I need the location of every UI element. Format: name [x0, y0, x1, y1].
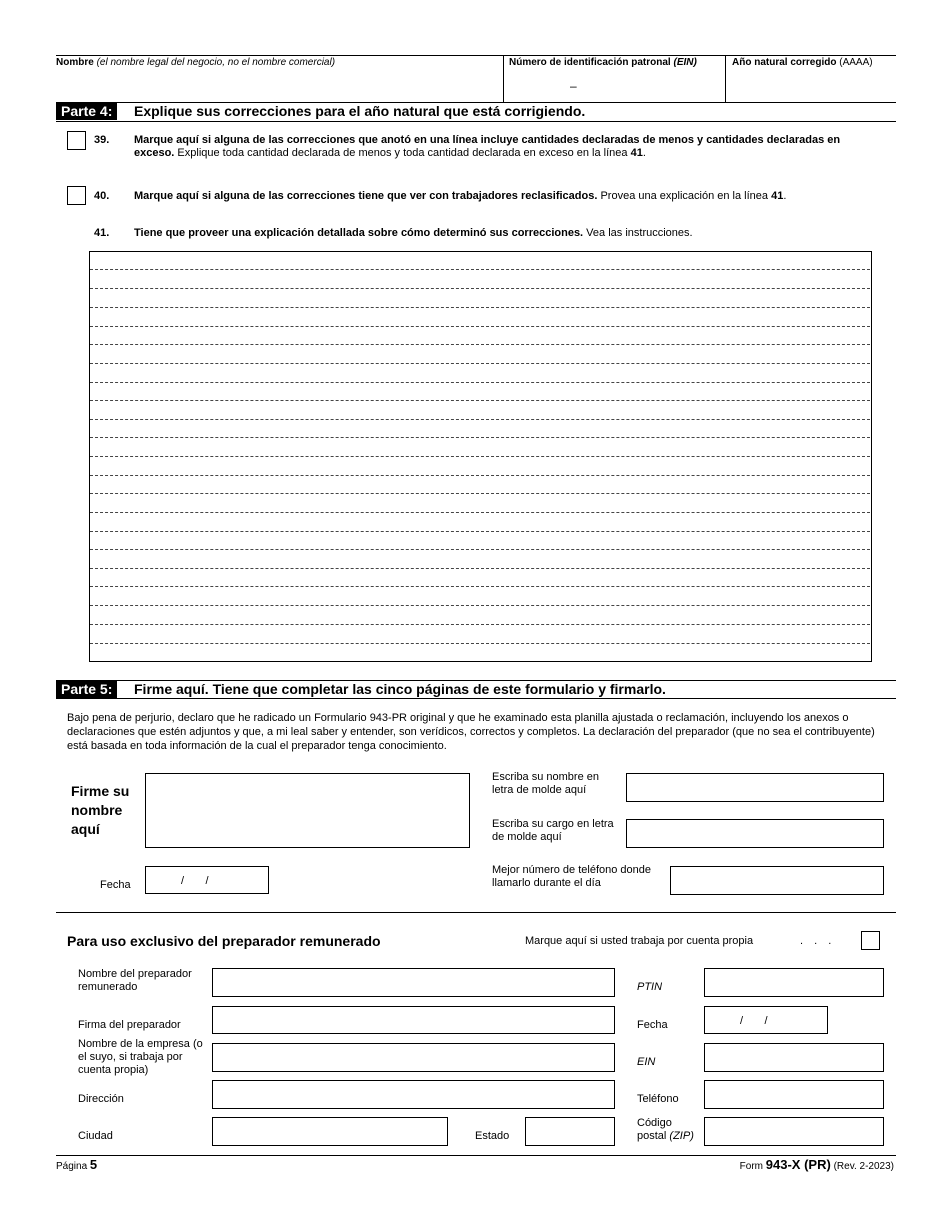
- ptin-label: PTIN: [637, 981, 663, 993]
- top-rule: [56, 55, 896, 56]
- print-title-label: Escriba su cargo en letra de molde aquí: [492, 818, 614, 843]
- line41-text: Tiene que proveer una explicación detallada sobre cómo determinó sus correcciones. Vea las instrucciones.: [134, 227, 693, 239]
- explanation-line: [90, 586, 870, 587]
- explanation-line: [90, 531, 870, 532]
- explanation-line: [90, 419, 870, 420]
- line40-checkbox[interactable]: [67, 186, 86, 205]
- explanation-line: [90, 344, 870, 345]
- line40-number: 40.: [94, 190, 110, 202]
- zip-label: Código postal (ZIP): [637, 1117, 694, 1142]
- part4-title: Explique sus correcciones para el año natural que está corrigiendo.: [134, 103, 586, 119]
- firm-name-label: Nombre de la empresa (o el suyo, si trabaja por cuenta propia): [78, 1038, 203, 1076]
- print-title-field[interactable]: [626, 819, 884, 848]
- part5-title-rule: [56, 698, 896, 699]
- ein-label: Número de identificación patronal (EIN): [509, 57, 697, 68]
- part5-tag: Parte 5:: [56, 680, 117, 698]
- preparer-heading: Para uso exclusivo del preparador remunerado: [67, 933, 381, 949]
- page-number: Página 5: [56, 1157, 98, 1172]
- explanation-line: [90, 493, 870, 494]
- header-divider-2: [725, 55, 726, 102]
- declaration-text: Bajo pena de perjurio, declaro que he radicado un Formulario 943-PR original y que he examinado esta planilla ajustada o reclamación, incluyendo los anexos o declaraciones que estén adjuntos y que, a mi leal saber y entender, son verídicos, correctos y completos. La declaración del preparador (que no sea el contribuyente) está basada en toda información de la cual el preparador tenga conocimiento.: [67, 712, 875, 752]
- signature-field[interactable]: [145, 773, 470, 848]
- self-employed-label: Marque aquí si usted trabaja por cuenta propia: [525, 935, 754, 947]
- phone-field[interactable]: [670, 866, 884, 895]
- explanation-line: [90, 288, 870, 289]
- part4-tag: Parte 4:: [56, 102, 117, 120]
- explanation-line: [90, 456, 870, 457]
- date-separators: / /: [181, 875, 209, 887]
- header-divider-1: [503, 55, 504, 102]
- line40-text: Marque aquí si alguna de las correcciones tiene que ver con trabajadores reclasificados. Provea una explicación en la línea 41.: [134, 190, 787, 202]
- phone-label: Mejor número de teléfono donde llamarlo durante el día: [492, 864, 651, 889]
- print-name-label: Escriba su nombre en letra de molde aquí: [492, 771, 599, 796]
- preparer-name-field[interactable]: [212, 968, 615, 997]
- ano-field[interactable]: [727, 70, 895, 100]
- part5-title: Firme aquí. Tiene que completar las cinco páginas de este formulario y firmarlo.: [134, 681, 666, 697]
- part4-title-rule: [56, 121, 896, 122]
- ano-label: Año natural corregido (AAAA): [732, 57, 873, 68]
- zip-field[interactable]: [704, 1117, 884, 1146]
- footer-rule: [56, 1155, 896, 1156]
- self-employed-dots: . . .: [800, 935, 836, 947]
- preparer-date-separators: / /: [740, 1015, 768, 1027]
- explanation-line: [90, 437, 870, 438]
- preparer-name-label: Nombre del preparador remunerado: [78, 968, 192, 993]
- ein-separator: –: [570, 79, 577, 93]
- form-id: Form 943-X (PR) (Rev. 2-2023): [739, 1157, 894, 1172]
- city-field[interactable]: [212, 1117, 448, 1146]
- explanation-line: [90, 326, 870, 327]
- nombre-field[interactable]: [56, 70, 501, 100]
- state-field[interactable]: [525, 1117, 615, 1146]
- address-field[interactable]: [212, 1080, 615, 1109]
- date-field[interactable]: [145, 866, 269, 894]
- explanation-line: [90, 568, 870, 569]
- sign-label: Firme su nombre aquí: [71, 783, 130, 837]
- address-label: Dirección: [78, 1093, 124, 1105]
- preparer-date-label: Fecha: [637, 1019, 668, 1031]
- explanation-line: [90, 549, 870, 550]
- ein-field[interactable]: [505, 70, 723, 100]
- explanation-line: [90, 643, 870, 644]
- ptin-field[interactable]: [704, 968, 884, 997]
- preparer-phone-label: Teléfono: [637, 1093, 679, 1105]
- preparer-phone-field[interactable]: [704, 1080, 884, 1109]
- line39-checkbox[interactable]: [67, 131, 86, 150]
- explanation-line: [90, 269, 870, 270]
- explanation-line: [90, 307, 870, 308]
- state-label: Estado: [475, 1130, 510, 1142]
- preparer-ein-label: EIN: [637, 1056, 656, 1068]
- explanation-line: [90, 624, 870, 625]
- explanation-line: [90, 512, 870, 513]
- line41-number: 41.: [94, 227, 110, 239]
- explanation-line: [90, 605, 870, 606]
- preparer-signature-field[interactable]: [212, 1006, 615, 1034]
- self-employed-checkbox[interactable]: [861, 931, 880, 950]
- explanation-line: [90, 363, 870, 364]
- preparer-separator: [56, 912, 896, 913]
- preparer-signature-label: Firma del preparador: [78, 1019, 181, 1031]
- line39-text: Marque aquí si alguna de las correcciones que anotó en una línea incluye cantidades declaradas de menos y cantidades declaradas en exceso. Explique toda cantidad declarada de menos y toda cantidad declarada en exceso en la línea 41.: [134, 134, 841, 159]
- nombre-label: Nombre (el nombre legal del negocio, no el nombre comercial): [56, 57, 336, 68]
- preparer-ein-field[interactable]: [704, 1043, 884, 1072]
- explanation-line: [90, 475, 870, 476]
- explanation-line: [90, 382, 870, 383]
- explanation-line: [90, 400, 870, 401]
- city-label: Ciudad: [78, 1130, 113, 1142]
- print-name-field[interactable]: [626, 773, 884, 802]
- preparer-date-field[interactable]: [704, 1006, 828, 1034]
- line39-number: 39.: [94, 134, 110, 146]
- date-label: Fecha: [100, 879, 131, 891]
- firm-name-field[interactable]: [212, 1043, 615, 1072]
